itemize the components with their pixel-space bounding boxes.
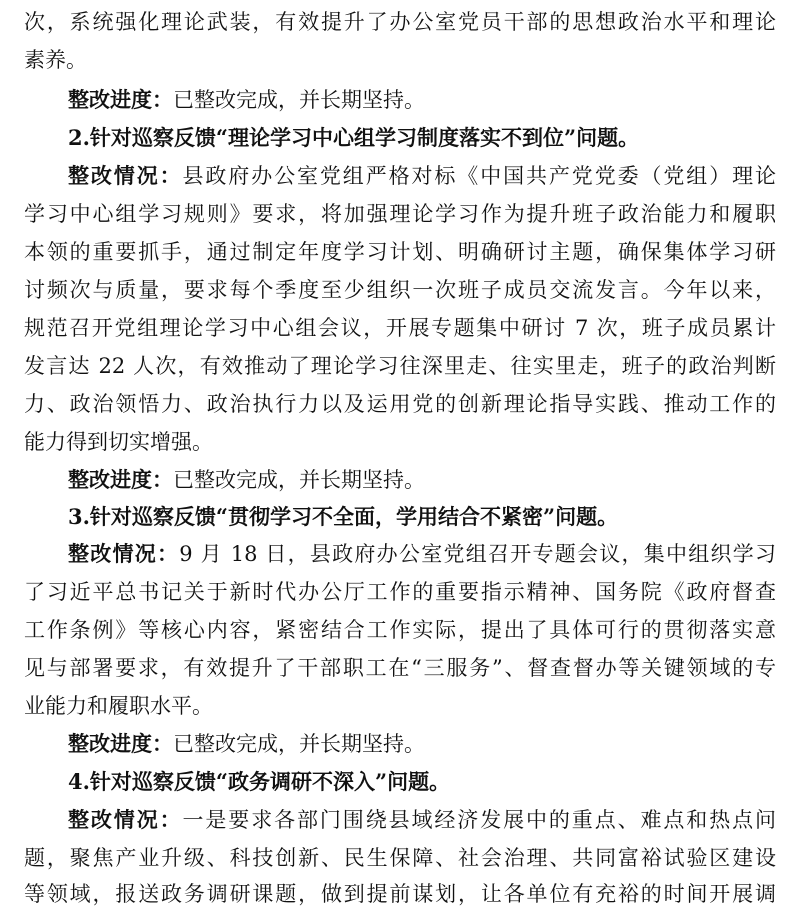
section-heading-2: 2.针对巡察反馈“理论学习中心组学习制度落实不到位”问题。 (68, 125, 640, 150)
section-heading-3: 3.针对巡察反馈“贯彻学习不全面，学用结合不紧密”问题。 (68, 504, 619, 529)
progress-line (24, 80, 776, 120)
paragraph-line: 等领域，报送政务调研课题，做到提前谋划，让各单位有充裕的时间开展调 (24, 882, 776, 906)
situation-text: 县政府办公室党组严格对标《中国共产党党委（党组）理论 (182, 164, 776, 188)
paragraph-line: 业能力和履职水平。 (24, 694, 213, 718)
paragraph-line: 见与部署要求，有效提升了干部职工在“三服务”、督查督办等关键领域的专 (24, 656, 776, 680)
progress-text: 已整改完成，并长期坚持。 (173, 88, 425, 112)
situation-label: 整改情况： (68, 807, 183, 832)
section-heading-4: 4.针对巡察反馈“政务调研不深入”问题。 (68, 769, 451, 794)
progress-label: 整改进度： (68, 731, 173, 756)
situation-label: 整改情况： (68, 541, 180, 566)
paragraph-line: 讨频次与质量，要求每个季度至少组织一次班子成员交流发言。今年以来， (24, 278, 776, 302)
paragraph-line: 次，系统强化理论武装，有效提升了办公室党员干部的思想政治水平和理论 (24, 10, 776, 34)
paragraph-line: 题，聚焦产业升级、科技创新、民生保障、社会治理、共同富裕试验区建设 (24, 846, 776, 870)
situation-text: 一是要求各部门围绕县域经济发展中的重点、难点和热点问 (182, 808, 776, 832)
progress-text: 已整改完成，并长期坚持。 (173, 468, 425, 492)
paragraph-line: 规范召开党组理论学习中心组会议，开展专题集中研讨 7 次，班子成员累计 (24, 316, 776, 340)
paragraph-line: 了习近平总书记关于新时代办公厅工作的重要指示精神、国务院《政府督查 (24, 580, 776, 604)
situation-line (24, 534, 776, 574)
paragraph-line: 工作条例》等核心内容，紧密结合工作实际，提出了具体可行的贯彻落实意 (24, 618, 776, 642)
paragraph-line: 能力得到切实增强。 (24, 430, 213, 454)
progress-label: 整改进度： (68, 467, 173, 492)
paragraph-line: 力、政治领悟力、政治执行力以及运用党的创新理论指导实践、推动工作的 (24, 392, 776, 416)
situation-line (24, 156, 776, 196)
paragraph-line: 发言达 22 人次，有效推动了理论学习往深里走、往实里走，班子的政治判断 (24, 354, 776, 378)
progress-line (24, 724, 776, 764)
situation-line (24, 800, 776, 840)
paragraph-line: 素养。 (24, 48, 87, 72)
progress-text: 已整改完成，并长期坚持。 (173, 732, 425, 756)
progress-label: 整改进度： (68, 87, 173, 112)
situation-label: 整改情况： (68, 163, 183, 188)
paragraph-line: 学习中心组学习规则》要求，将加强理论学习作为提升班子政治能力和履职 (24, 202, 776, 226)
situation-text: 9 月 18 日，县政府办公室党组召开专题会议，集中组织学习 (179, 542, 777, 566)
paragraph-line: 本领的重要抓手，通过制定年度学习计划、明确研讨主题，确保集体学习研 (24, 240, 776, 264)
progress-line (24, 460, 776, 500)
